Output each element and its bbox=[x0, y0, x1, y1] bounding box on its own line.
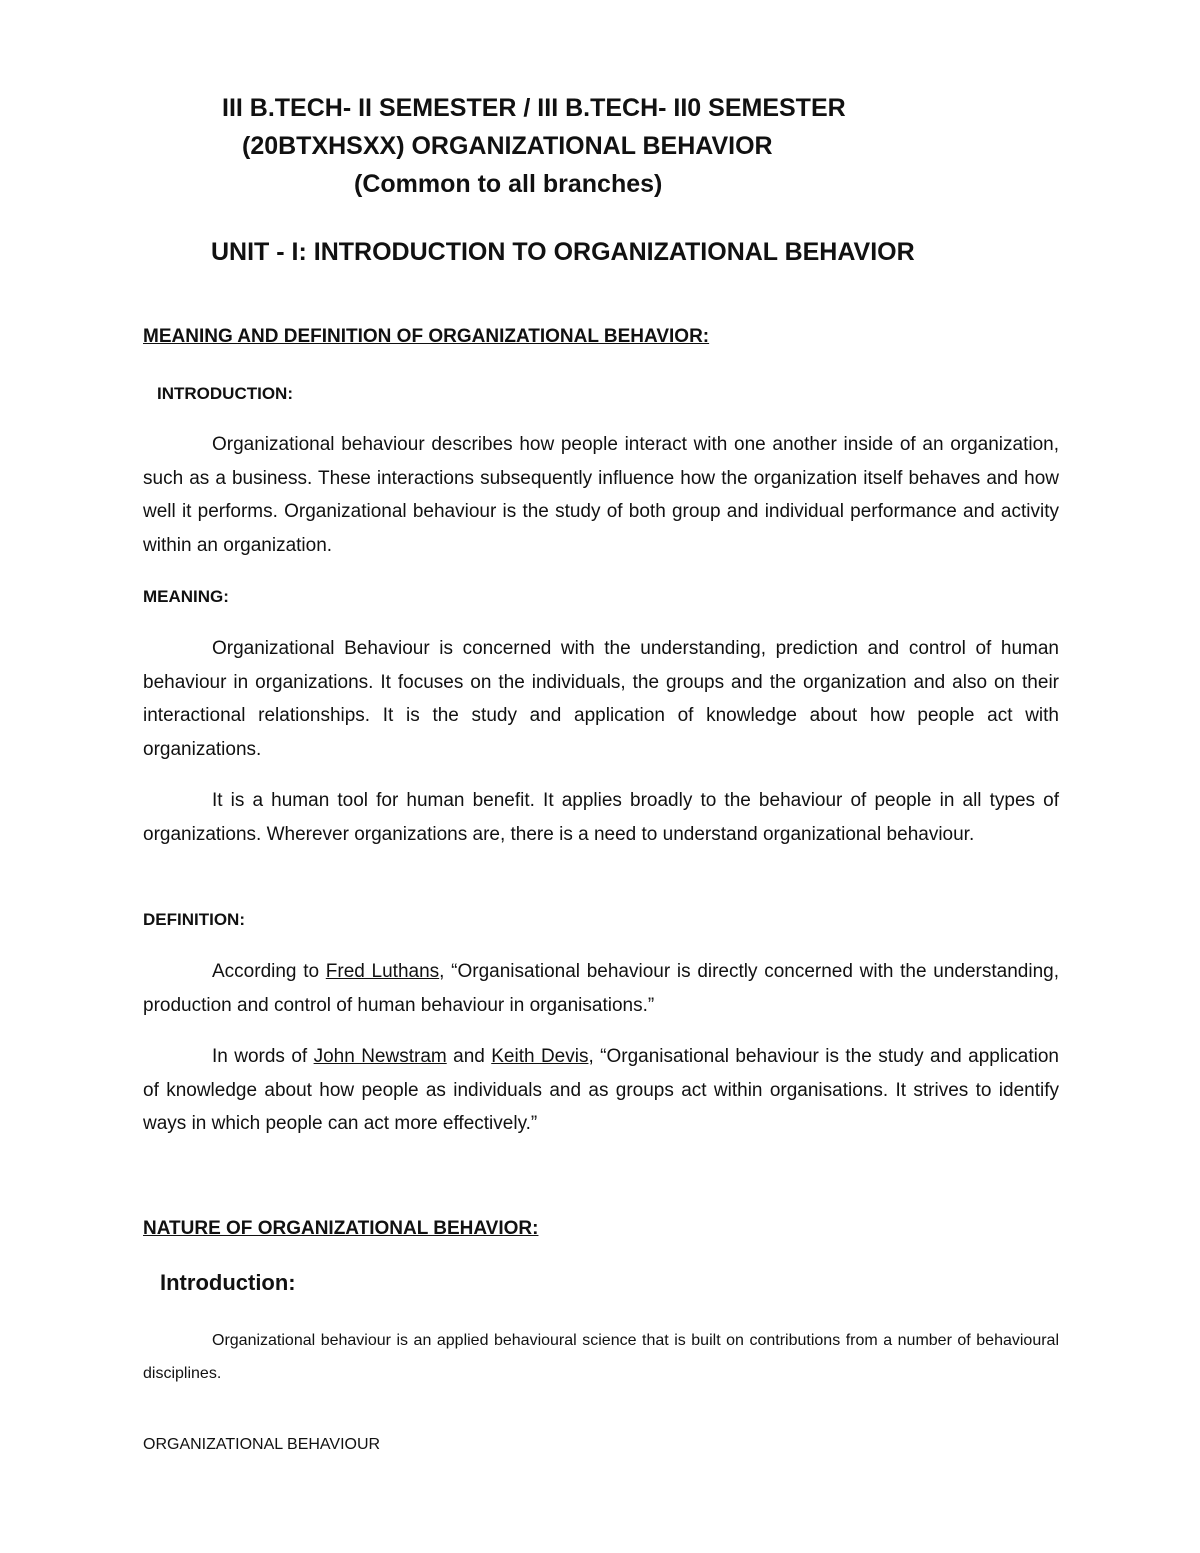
author-fred-luthans: Fred Luthans bbox=[325, 961, 440, 982]
def1-prefix: According to bbox=[212, 961, 326, 982]
nature-introduction-paragraph: Organizational behaviour is an applied behavioural science that is built on contributions from a number of behavioural disciplines. bbox=[143, 1332, 1059, 1382]
definition-paragraph-1 bbox=[143, 955, 1059, 1022]
def2-and: and bbox=[446, 1046, 492, 1067]
def2-text: , “Organisational behaviour is the study and application of knowledge about how people as individuals and as groups act within organisations. It strives to identify ways in which people can act more effectively.” bbox=[143, 1046, 1059, 1134]
author-keith-devis: Keith Devis bbox=[491, 1046, 589, 1067]
unit-heading: UNIT - I: INTRODUCTION TO ORGANIZATIONAL BEHAVIOR bbox=[211, 238, 915, 266]
meaning-heading: MEANING: bbox=[143, 587, 229, 606]
introduction-heading: INTRODUCTION: bbox=[157, 384, 293, 403]
definition-heading: DEFINITION: bbox=[143, 910, 245, 929]
def2-prefix: In words of bbox=[212, 1046, 314, 1067]
introduction-paragraph: Organizational behaviour describes how people interact with one another inside of an organization, such as a business. These interactions subsequently influence how the organization itself behaves and how well it performs. Organizational behaviour is the study of both group and individual performance and activity within an organization. bbox=[143, 434, 1059, 556]
def1-text: , “Organisational behaviour is directly concerned with the understanding, production and control of human behaviour in organisations.” bbox=[143, 961, 1059, 1016]
page-footer: ORGANIZATIONAL BEHAVIOUR bbox=[143, 1436, 381, 1453]
meaning-paragraph-1: Organizational Behaviour is concerned with the understanding, prediction and control of human behaviour in organizations. It focuses on the individuals, the groups and the organization and also on their interactional relationships. It is the study and application of knowledge about how people act with organizations. bbox=[143, 638, 1059, 760]
course-heading: (20BTXHSXX) ORGANIZATIONAL BEHAVIOR bbox=[242, 132, 773, 160]
semester-heading: III B.TECH- II SEMESTER / III B.TECH- II0 SEMESTER bbox=[222, 94, 846, 122]
definition-paragraph-2 bbox=[143, 1040, 1059, 1141]
author-john-newstram: John Newstram bbox=[313, 1046, 447, 1067]
section-title-meaning-definition: MEANING AND DEFINITION OF ORGANIZATIONAL BEHAVIOR: bbox=[143, 326, 710, 347]
meaning-paragraph-2: It is a human tool for human benefit. It applies broadly to the behaviour of people in all types of organizations. Wherever organizations are, there is a need to understand organizational behaviour. bbox=[143, 790, 1059, 845]
section-title-nature: NATURE OF ORGANIZATIONAL BEHAVIOR: bbox=[143, 1218, 539, 1239]
nature-introduction-heading: Introduction: bbox=[160, 1270, 296, 1295]
common-heading: (Common to all branches) bbox=[354, 170, 663, 198]
